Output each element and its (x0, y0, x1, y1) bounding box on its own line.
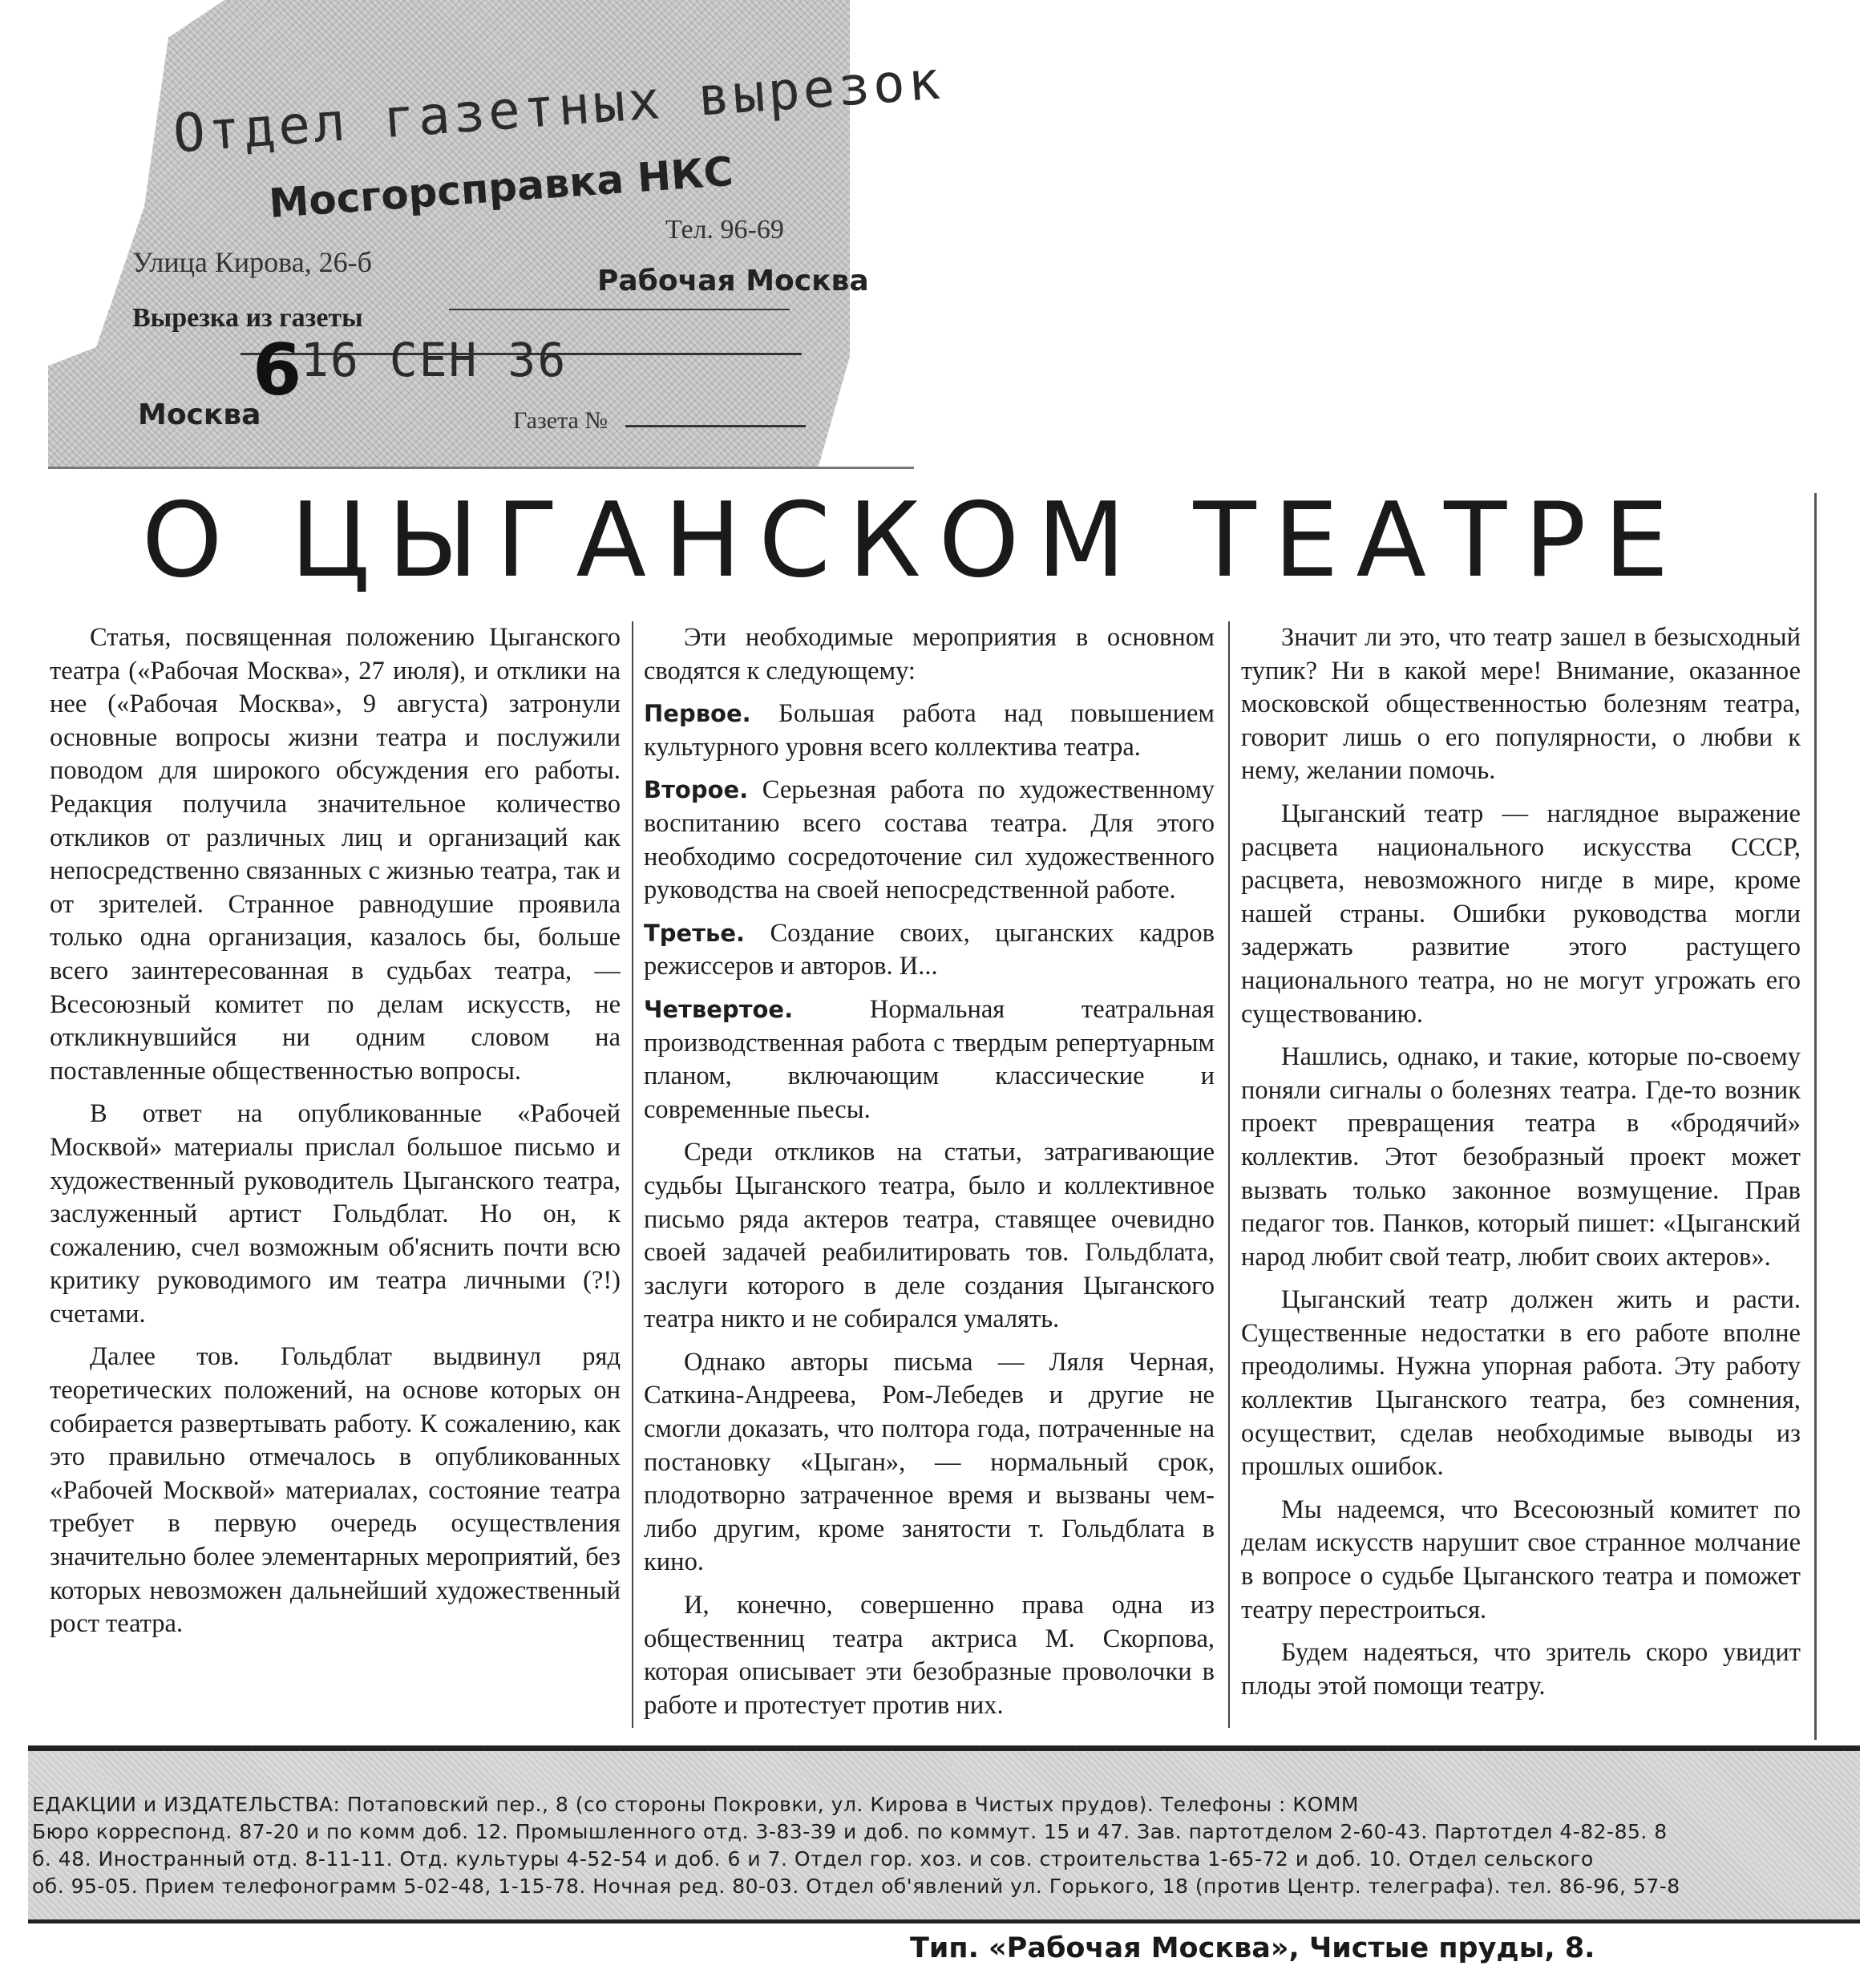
footer-line: Бюро корреспонд. 87-20 и по комм доб. 12. Промышленного отд. 3-83-39 и доб. по коммут. 15 и 47. Зав. партотделом 2-60-43. Партотдел 4-82-85. 8 (32, 1820, 1668, 1843)
editorial-contacts-footer (28, 1745, 1860, 1923)
paragraph: В ответ на опубликованные «Рабочей Москвой» материалы прислал большое письмо и художественный руководитель Цыганского театра, заслуженный артист Гольдблат. Но он, к сожалению, счел возможным об'яснить почти всю критику руководимого им театра личными (?!) счетами. (50, 1099, 621, 1329)
stamp-city: Москва (138, 398, 261, 431)
stamp-clipping-label: Вырезка из газеты (132, 303, 363, 333)
measure-lead: Второе. (644, 776, 749, 804)
stamp-divider (625, 425, 806, 427)
measure-text: Создание своих, цыганских кадров режиссеров и авторов. И... (644, 918, 1215, 981)
paragraph: Эти необходимые мероприятия в основном сводятся к следующему: (644, 623, 1215, 686)
article-column-1 (50, 621, 621, 1744)
measure-item (644, 698, 1215, 764)
stamp-date: 16 СЕН 36 (301, 333, 568, 387)
footer-line: ЕДАКЦИИ и ИЗДАТЕЛЬСТВА: Потаповский пер., 8 (со стороны Покровки, ул. Кирова в Чистых прудов). Телефоны : КОММ (32, 1793, 1359, 1816)
paragraph: Цыганский театр — наглядное выражение расцвета национального искусства СССР, расцвета, невозможного нигде в мире, кроме нашей страны. Ошибки руководства могли задержать развитие этого растущего национального театра, но не могут угрожать его существованию. (1241, 799, 1801, 1029)
measure-text: Серьезная работа по художественному воспитанию всего состава театра. Для этого необходимо сосредоточение сил художественного руководства на своей непосредственной работе. (644, 775, 1215, 905)
column-rule (1228, 621, 1230, 1728)
stamp-newspaper: Рабочая Москва (597, 265, 869, 297)
article-column-3 (1241, 621, 1801, 1744)
stamp-phone: Тел. 96-69 (665, 215, 784, 245)
paragraph: Значит ли это, что театр зашел в безысходный тупик? Ни в какой мере! Внимание, оказанное московской общественностью болезням театра, говорит лишь о его популярности, о любви к нему, желании помочь. (1241, 623, 1801, 786)
printer-imprint: Тип. «Рабочая Москва», Чистые пруды, 8. (910, 1932, 1595, 1964)
paragraph: Среди откликов на статьи, затрагивающие судьбы Цыганского театра, было и коллективное письмо ряда актеров театра, ставящее очевидно своей задачей реабилитировать тов. Гольдблата, заслуги которого в деле создания Цыганского театра никто и не собирался умалять. (644, 1138, 1215, 1334)
measure-lead: Первое. (644, 700, 751, 728)
stamp-divider (449, 309, 790, 310)
stamp-address: Улица Кирова, 26-б (132, 246, 372, 278)
footer-line: б. 48. Иностранный отд. 8-11-11. Отд. культуры 4-52-54 и доб. 6 и 7. Отдел гор. хоз. и сов. строительства 1-65-72 и доб. 10. Отдел сельского (32, 1847, 1594, 1871)
paragraph: Нашлись, однако, и такие, которые по-своему поняли сигналы о болезнях театра. Где-то возник проект превращения театра в «бродячий» коллектив. Этот безобразный проект может вызвать только законное возмущение. Прав педагог тов. Панков, который пишет: «Цыганский народ любит свой театр, любит своих актеров». (1241, 1042, 1801, 1272)
paragraph: Мы надеемся, что Всесоюзный комитет по делам искусств нарушит свое странное молчание в вопросе о судьбе Цыганского театра и поможет театру перестроиться. (1241, 1495, 1801, 1624)
measure-item (644, 917, 1215, 984)
measure-lead: Третье. (644, 919, 746, 947)
column-rule (632, 621, 633, 1728)
paragraph: Далее тов. Гольдблат выдвинул ряд теоретических положений, на основе которых он собирается развертывать работу. К сожалению, как это правильно отмечалось в опубликованных «Рабочей Москвой» материалах, состояние театра требует в первую очередь осуществления значительно более элементарных мероприятий, без которых невозможен дальнейший художественный рост театра. (50, 1342, 621, 1639)
paragraph: Статья, посвященная положению Цыганского театра («Рабочая Москва», 27 июля), и отклики на нее («Рабочая Москва», 9 августа) затронули основные вопросы жизни театра и послужили поводом для широкого обсуждения его работы. Редакция получила значительное количество откликов от различных лиц и организаций как непосредственно связанных с жизнью театра, так и от зрителей. Странное равнодушие проявила только одна организация, казалось бы, больше всего заинтересованная в судьбах театра, — Всесоюзный комитет по делам искусств, не откликнувшийся ни одним словом на поставленные общественностью вопросы. (50, 623, 621, 1086)
stamp-date-day: 6 (253, 329, 302, 411)
measure-text: Большая работа над повышением культурного уровня всего коллектива театра. (644, 699, 1215, 762)
stamp-organization: Мосгорсправка НКС (267, 148, 735, 228)
paragraph: Однако авторы письма — Ляля Черная, Саткина-Андреева, Ром-Лебедев и другие не смогли доказать, что полтора года, потраченные на постановку «Цыган», — нормальный срок, плодотворно затраченное время и вызваны чем-либо другим, кроме занятости т. Гольдблата в кино. (644, 1347, 1215, 1577)
stamp-department: Отдел газетных вырезок (171, 49, 945, 165)
article-headline: О ЦЫГАНСКОМ ТЕАТРЕ (141, 481, 1687, 601)
article-right-rule (1814, 493, 1817, 1740)
article-column-2 (644, 621, 1215, 1744)
footer-line: об. 95-05. Прием телефонограмм 5-02-48, 1-15-78. Ночная ред. 80-03. Отдел об'явлений ул. Горького, 18 (против Центр. телеграфа). тел. 86-96, 57-8 (32, 1875, 1680, 1898)
stamp-issue-label: Газета № (513, 407, 608, 434)
measure-text: Нормальная театральная производственная работа с твердым репертуарным планом, включающим классические и современные пьесы. (644, 994, 1215, 1124)
paragraph: Будем надеяться, что зритель скоро увидит плоды этой помощи театру. (1241, 1638, 1801, 1701)
stamp-bottom-rule (48, 467, 914, 469)
measure-lead: Четвертое. (644, 995, 794, 1023)
measure-item (644, 774, 1215, 907)
paragraph: И, конечно, совершенно права одна из общественниц театра актриса М. Скорпова, которая описывает эти безобразные проволочки в работе и протестует против них. (644, 1591, 1215, 1720)
paragraph: Цыганский театр должен жить и расти. Существенные недостатки в его работе вполне преодолимы. Нужна упорная работа. Эту работу коллектив Цыганского театра, без сомнения, осуществит, сделав необходимые выводы из прошлых ошибок. (1241, 1285, 1801, 1482)
measure-item (644, 993, 1215, 1127)
